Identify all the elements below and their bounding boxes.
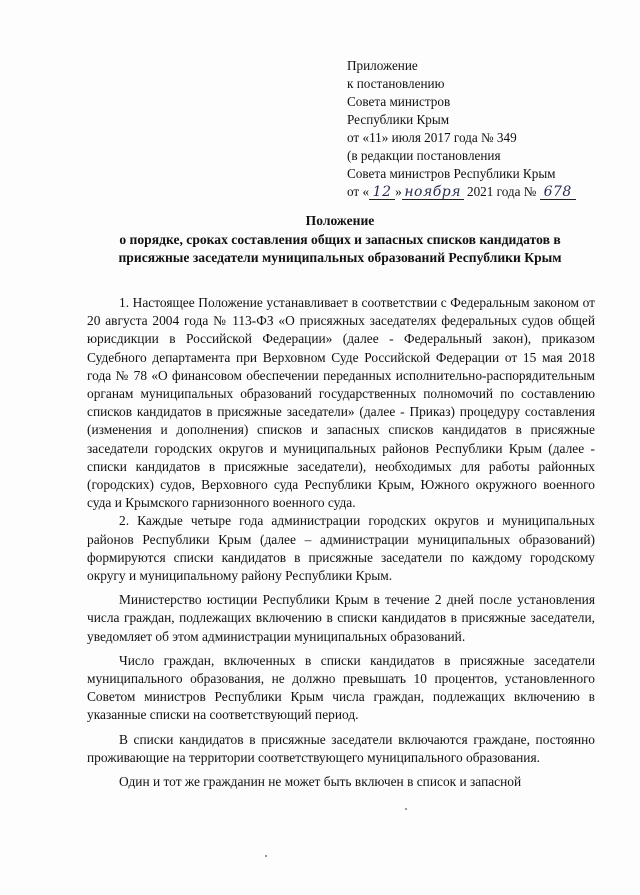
document-body <box>87 294 595 791</box>
scan-speck <box>265 855 267 857</box>
appendix-line: от «11» июля 2017 года № 349 <box>347 130 517 145</box>
appendix-header <box>347 57 607 201</box>
document-title <box>60 212 620 268</box>
paragraph: Министерство юстиции Республики Крым в течение 2 дней после установления числа граждан, подлежащих включению в списки кандидатов в присяжные заседатели, уведомляет об этом администрации муниципальных образований. <box>87 592 595 644</box>
title-heading: Положение <box>305 213 375 228</box>
appendix-line: к постановлению <box>347 76 445 91</box>
handwritten-number: 678 <box>540 185 576 200</box>
handwritten-month: ноября <box>402 185 464 200</box>
appendix-line: Приложение <box>347 58 418 73</box>
date-mid: » <box>395 184 402 199</box>
handwritten-day: 12 <box>369 185 395 200</box>
appendix-line: Совета министров <box>347 94 451 109</box>
appendix-line: Республики Крым <box>347 112 450 127</box>
appendix-line: Совета министров Республики Крым <box>347 166 556 181</box>
title-subtitle-line: присяжные заседатели муниципальных образований Республики Крым <box>118 250 562 265</box>
amendment-date-line <box>347 183 607 201</box>
date-suffix: 2021 года № <box>463 184 540 199</box>
paragraph: 2. Каждые четыре года администрации городских округов и муниципальных районов Республики Крым (далее – администрации муниципальных образований) формируются списки кандидатов в присяжные заседатели по каждому городскому округу и муниципальному району Республики Крым. <box>87 513 595 584</box>
date-prefix: от « <box>347 184 370 199</box>
paragraph: Один и тот же гражданин не может быть включен в список и запасной <box>119 774 522 790</box>
title-subtitle-line: о порядке, сроках составления общих и запасных списков кандидатов в <box>119 231 561 247</box>
appendix-line: (в редакции постановления <box>347 148 501 163</box>
paragraph: В списки кандидатов в присяжные заседатели включаются граждане, постоянно проживающие на территории соответствующего муниципального образования. <box>87 731 595 765</box>
scan-speck <box>405 808 407 810</box>
paragraph: 1. Настоящее Положение устанавливает в соответствии с Федеральным законом от 20 августа 2004 года № 113-ФЗ «О присяжных заседателях федеральных судов общей юрисдикции в Российской Федерации» (далее - Федеральный закон), приказом Судебного департамента при Верховном Суде Российской Федерации от 15 мая 2018 года № 78 «О финансовом обеспечении переданных исполнительно-распорядительным органам муниципальных образований государственных полномочий по составлению списков кандидатов в присяжные заседатели» (далее - Приказ) процедуру составления (изменения и дополнения) списков и запасных списков кандидатов в присяжные заседатели городских округов и муниципальных районов Республики Крым (далее - списки кандидатов в присяжные заседатели), необходимых для работы районных (городских) судов, Верховного суда Республики Крым, Южного окружного военного суда и Крымского гарнизонного военного суда. <box>87 295 595 511</box>
paragraph: Число граждан, включенных в списки кандидатов в присяжные заседатели муниципального образования, не должно превышать 10 процентов, установленного Советом министров Республики Крым числа граждан, подлежащих включению в указанные списки на соответствующий период. <box>87 652 595 723</box>
